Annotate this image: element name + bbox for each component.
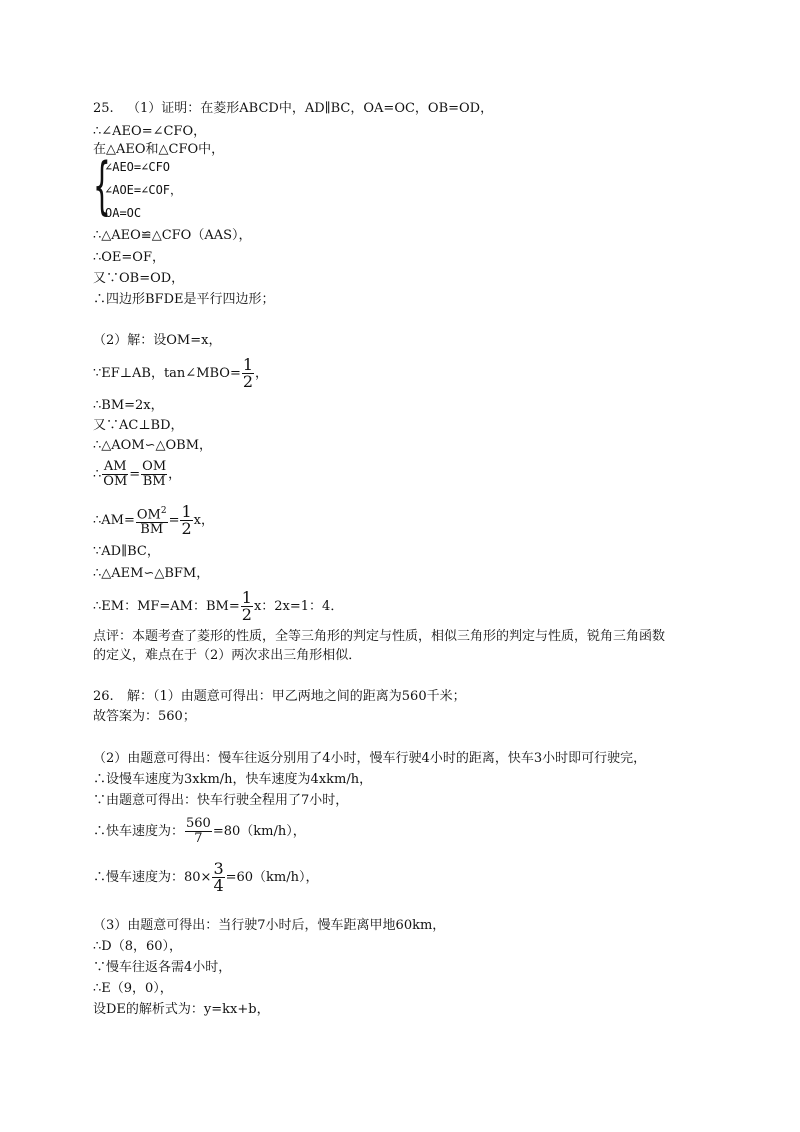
q26-part2-line-5 <box>93 861 319 894</box>
fast-speed-text: ∴快车速度为： <box>93 824 185 839</box>
q26-part3-line-5: 设DE的解析式为：y=kx+b， <box>93 1002 270 1017</box>
q26-part3-line-3: ∵慢车往返各需4小时， <box>93 960 232 975</box>
q25-text-1: （1）证明：在菱形ABCD中，AD∥BC，OA=OC，OB=OD， <box>127 101 494 116</box>
equals-sign: = <box>168 513 180 529</box>
slow-speed-result: =60（km/h）， <box>225 870 319 885</box>
fraction-denominator: BM <box>140 522 164 538</box>
fraction-om-bm <box>141 460 167 489</box>
q26-line-2: 故答案为：560； <box>93 709 196 724</box>
fraction-denominator: 2 <box>241 605 252 624</box>
fraction-numerator: 560 <box>186 816 211 831</box>
therefore-sign: ∴ <box>93 467 102 482</box>
fraction-denominator: BM <box>142 474 166 489</box>
superscript: 2 <box>160 506 167 516</box>
fraction-om2-bm <box>136 504 168 537</box>
q26-part2-line-2: ∴设慢车速度为3xkm/h，快车速度为4xkm/h， <box>93 772 373 787</box>
q25-comment-line-2: 的定义，难点在于（2）两次求出三角形相似． <box>93 648 362 663</box>
brace-icon: { <box>93 149 111 222</box>
fast-speed-result: =80（km/h）， <box>212 824 306 839</box>
fraction-half <box>242 357 254 390</box>
q25-part2-line-9: ∴△AEM∽△BFM， <box>93 566 210 581</box>
system-row-2: ∠AOE=∠COF， <box>105 183 183 197</box>
q25-part2-line-2 <box>93 357 268 390</box>
q26-part3-line-2: ∴D（8，60）， <box>93 939 183 954</box>
equals-sign: = <box>129 467 141 482</box>
fraction-denominator: 7 <box>194 831 203 846</box>
slow-speed-text: ∴慢车速度为：80× <box>93 870 212 885</box>
fraction-denominator: 2 <box>181 519 192 539</box>
fraction-numerator <box>136 504 168 523</box>
q25-line-6: 又∵OB=OD， <box>93 271 185 286</box>
fraction-half <box>241 590 253 623</box>
q25-line-7: ∴四边形BFDE是平行四边形； <box>93 292 275 307</box>
tan-tail: ， <box>255 366 269 381</box>
q25-line-4: ∴△AEO≌△CFO（AAS）， <box>93 228 252 243</box>
fraction-560-7 <box>185 817 212 846</box>
q25-part2-line-4: 又∵AC⊥BD， <box>93 418 184 433</box>
q25-part2-line-1: （2）解：设OM=x， <box>93 333 222 348</box>
q25-part2-line-5: ∴△AOM∽△OBM， <box>93 438 213 453</box>
q25-line-5: ∴OE=OF， <box>93 250 165 265</box>
fraction-am-om <box>102 460 128 489</box>
fraction-numerator: AM <box>103 459 127 474</box>
q25-number: 25. <box>93 101 114 116</box>
fraction-numerator: 1 <box>241 588 252 607</box>
fraction-denominator: 2 <box>242 372 254 391</box>
q26-part3-line-1: （3）由题意可得出：当行驶7小时后，慢车距离甲地60km， <box>93 918 446 933</box>
q26-part2-line-3: ∵由题意可得出：快车行驶全程用了7小时， <box>93 793 349 808</box>
numerator-text: OM <box>136 507 161 523</box>
q25-part2-line-6 <box>93 460 181 489</box>
q25-line-3: 在△AEO和△CFO中， <box>93 142 225 157</box>
x-comma: x， <box>193 513 215 529</box>
am-equals: ∴AM= <box>93 513 135 529</box>
q25-part2-line-3: ∴BM=2x， <box>93 398 164 413</box>
fraction-denominator: OM <box>103 474 128 489</box>
fraction-numerator: OM <box>142 459 167 474</box>
q25-part2-line-7 <box>93 504 214 537</box>
ratio-text: ∴EM：MF=AM：BM= <box>93 599 240 614</box>
tan-text: ∵EF⊥AB，tan∠MBO= <box>93 366 241 381</box>
comma: ， <box>168 467 182 482</box>
fraction-3-4 <box>212 861 224 894</box>
fraction-numerator: 1 <box>181 502 192 522</box>
fraction-numerator: 1 <box>242 355 254 374</box>
fraction-denominator: 4 <box>213 876 224 895</box>
q26-line-1 <box>93 689 466 705</box>
fraction-half <box>180 504 192 537</box>
q26-part3-line-4: ∴E（9，0）， <box>93 981 173 996</box>
q26-text-1: 解：（1）由题意可得出：甲乙两地之间的距离为560千米； <box>127 689 466 704</box>
q26-part2-line-1: （2）由题意可得出：慢车往返分别用了4小时，慢车行驶4小时的距离，快车3小时即可行驶完， <box>93 751 647 766</box>
q25-comment-line-1: 点评：本题考查了菱形的性质，全等三角形的判定与性质，相似三角形的判定与性质，锐角三角函数 <box>93 629 666 644</box>
q26-part2-line-4 <box>93 817 306 846</box>
fraction-numerator: 3 <box>213 859 224 878</box>
system-row-1: ∠AEO=∠CFO <box>105 160 171 174</box>
system-row-3: OA=OC <box>105 206 142 220</box>
q25-line-2: ∴∠AEO=∠CFO， <box>93 124 207 139</box>
ratio-tail: x：2x=1：4． <box>253 599 344 614</box>
q25-part2-line-8: ∵AD∥BC， <box>93 544 160 559</box>
q25-line-1 <box>93 101 493 117</box>
q25-part2-line-10 <box>93 590 343 623</box>
q26-number: 26. <box>93 689 114 704</box>
